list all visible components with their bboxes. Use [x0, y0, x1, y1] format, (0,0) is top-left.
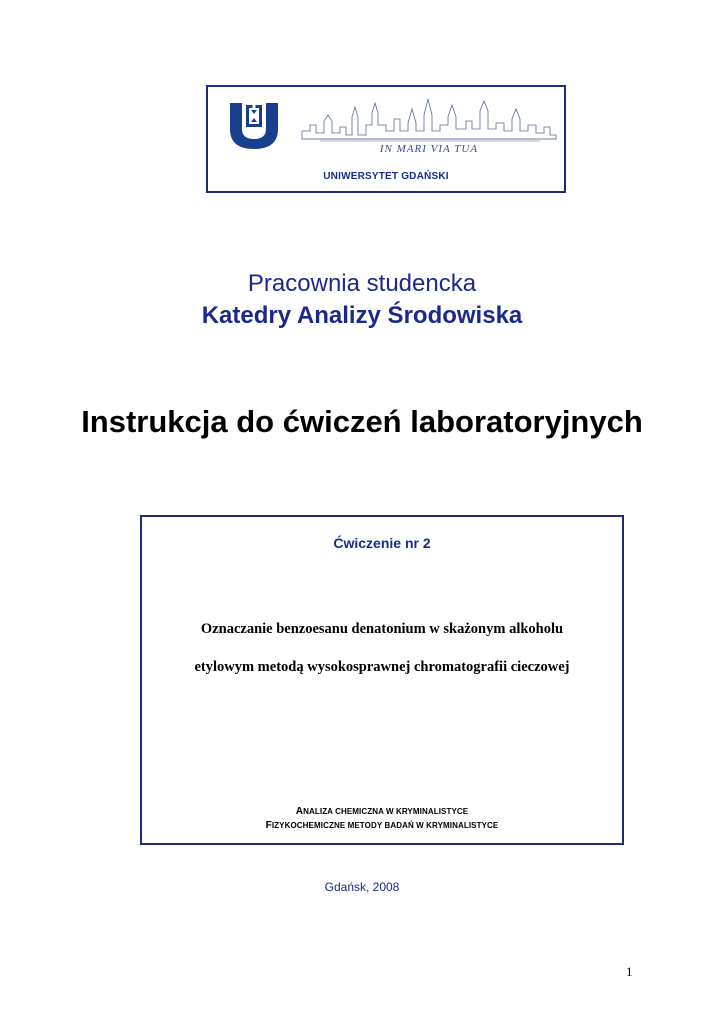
course-name-1 — [142, 806, 622, 817]
exercise-number: Ćwiczenie nr 2 — [333, 535, 431, 551]
lab-name-line1: Pracownia studencka — [247, 270, 477, 297]
course-name-2 — [142, 820, 622, 831]
course-name-1-rest: NALIZA CHEMICZNA W KRYMINALISTYCE — [303, 807, 469, 816]
page-number: 1 — [626, 964, 633, 979]
course-name-1-initial: A — [295, 806, 304, 817]
course-name-2-initial: F — [265, 820, 272, 831]
exercise-box — [140, 515, 624, 845]
motto-text: IN MARI VIA TUA — [379, 143, 479, 155]
university-emblem-icon — [224, 99, 284, 151]
exercise-topic-line2: etylowym metodą wysokosprawnej chromatografii cieczowej — [194, 659, 570, 675]
place-and-date: Gdańsk, 2008 — [324, 880, 400, 894]
document-title: Instrukcja do ćwiczeń laboratoryjnych — [81, 404, 643, 439]
lab-name-line2: Katedry Analizy Środowiska — [201, 302, 523, 329]
university-name: UNIWERSYTET GDAŃSKI — [323, 171, 449, 182]
gdansk-skyline-icon — [300, 95, 558, 155]
exercise-topic-line1: Oznaczanie benzoesanu denatonium w skażonym alkoholu — [200, 621, 564, 637]
course-name-2-rest: IZYKOCHEMICZNE METODY BADAŃ W KRYMINALISTYCE — [271, 821, 499, 830]
university-logo-box — [206, 85, 566, 193]
